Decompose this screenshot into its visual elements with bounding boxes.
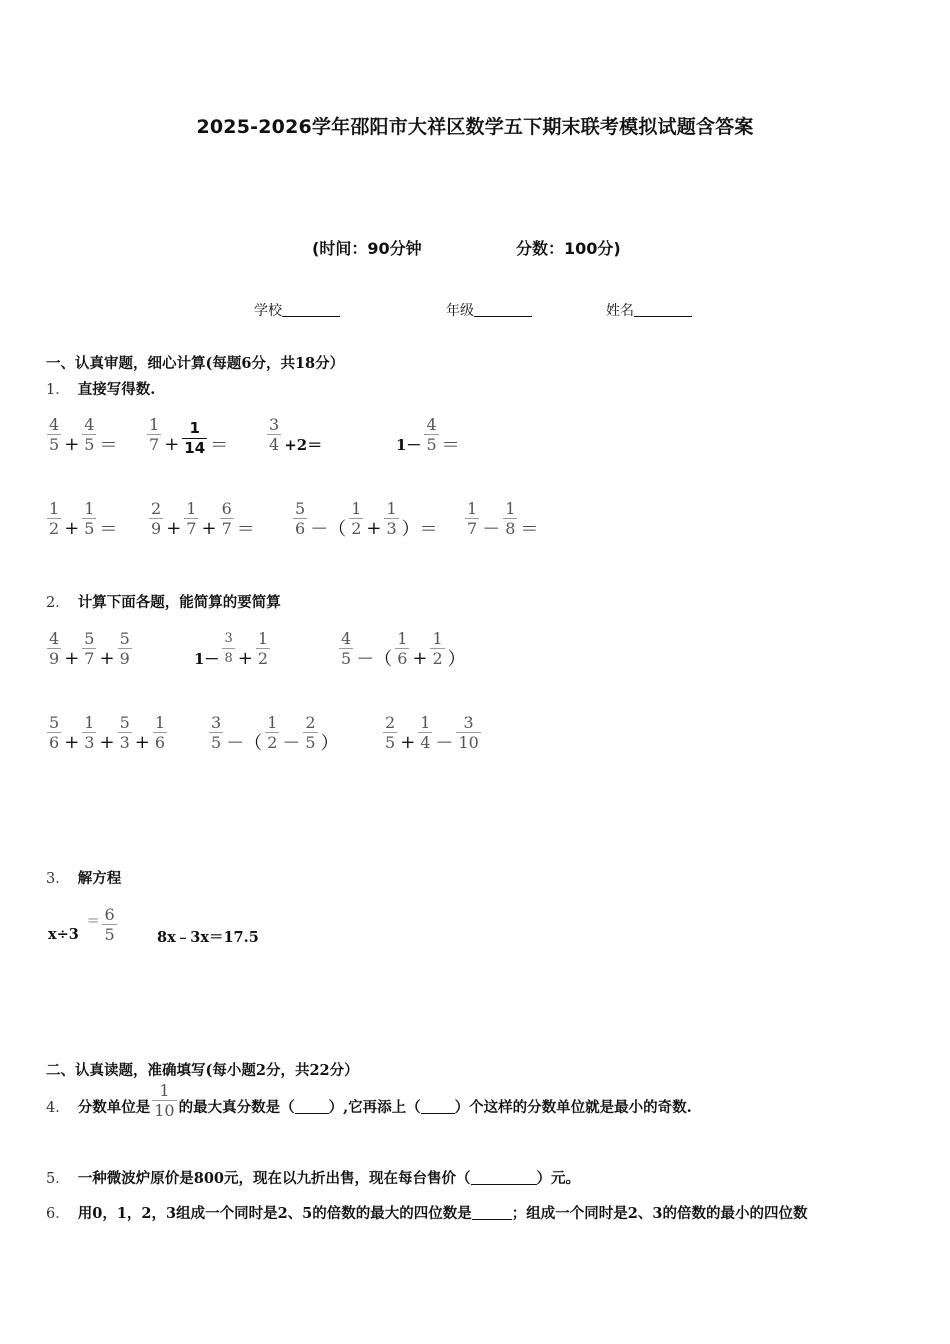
equals-sign: ＝ bbox=[99, 435, 118, 456]
denominator: 3 bbox=[119, 732, 130, 752]
numerator: 1 bbox=[467, 498, 478, 518]
q2-expr-6 bbox=[382, 706, 482, 758]
denominator: 5 bbox=[426, 434, 437, 454]
page-title: 2025-2026学年邵阳市大祥区数学五下期末联考模拟试题含答案 bbox=[196, 116, 754, 138]
numerator: 1 bbox=[432, 628, 443, 648]
denominator: 6 bbox=[295, 518, 306, 538]
operator: －（ bbox=[310, 519, 347, 540]
question-2-text: 计算下面各题，能简算的要简算 bbox=[77, 594, 281, 611]
denominator: 2 bbox=[257, 648, 268, 668]
grade-field bbox=[446, 300, 532, 320]
denominator: 2 bbox=[267, 732, 278, 752]
operator: + bbox=[99, 647, 115, 669]
question-3-number: 3． bbox=[46, 871, 70, 887]
question-3 bbox=[46, 867, 121, 888]
operator: －（ bbox=[226, 733, 263, 754]
grade-blank[interactable] bbox=[474, 302, 532, 317]
numerator: 4 bbox=[426, 414, 437, 434]
fraction bbox=[184, 499, 198, 538]
question-6 bbox=[46, 1202, 807, 1223]
denominator: 5 bbox=[84, 434, 95, 454]
operator: + bbox=[201, 517, 217, 539]
numerator: 3 bbox=[463, 712, 474, 732]
operator: ） bbox=[447, 649, 466, 670]
name-label: 姓名 bbox=[606, 303, 634, 319]
name-field bbox=[606, 300, 692, 320]
fraction bbox=[82, 713, 96, 752]
question-1-number: 1． bbox=[46, 382, 70, 398]
denominator: 7 bbox=[221, 518, 232, 538]
answer-blank[interactable] bbox=[471, 1170, 537, 1185]
fraction bbox=[383, 713, 397, 752]
numerator: 4 bbox=[341, 628, 352, 648]
numerator: 4 bbox=[49, 628, 60, 648]
question-5-pre: 一种微波炉原价是800元，现在以九折出售，现在每台售价（ bbox=[77, 1170, 471, 1187]
operator: + bbox=[64, 433, 80, 455]
fraction bbox=[153, 713, 167, 752]
question-4-number: 4． bbox=[46, 1099, 70, 1116]
denominator: 7 bbox=[149, 434, 160, 454]
q1-expr-1 bbox=[46, 408, 119, 460]
fraction bbox=[82, 499, 96, 538]
denominator: 9 bbox=[151, 518, 162, 538]
denominator: 9 bbox=[119, 648, 130, 668]
numerator: 4 bbox=[84, 414, 95, 434]
q1-expr-6 bbox=[148, 492, 257, 544]
equals-sign: ＝ bbox=[210, 435, 229, 456]
q1-expr-3 bbox=[266, 408, 324, 460]
numerator: 6 bbox=[221, 498, 232, 518]
question-6-number: 6． bbox=[46, 1206, 70, 1222]
equation-prefix: x÷3 bbox=[48, 925, 79, 943]
equals-sign: = bbox=[86, 911, 100, 929]
operator: 1－ bbox=[396, 435, 422, 454]
q2-expr-3 bbox=[338, 622, 468, 674]
section1-heading: 一、认真审题，细心计算(每题6分，共18分） bbox=[46, 355, 345, 372]
equals-sign: ＝ bbox=[236, 519, 255, 540]
fraction bbox=[47, 415, 61, 454]
fraction bbox=[384, 499, 398, 538]
numerator: 1 bbox=[397, 628, 408, 648]
fraction bbox=[220, 499, 234, 538]
denominator: 5 bbox=[211, 732, 222, 752]
operator: －（ bbox=[356, 649, 393, 670]
numerator: 5 bbox=[84, 628, 95, 648]
denominator: 14 bbox=[184, 438, 206, 457]
operator: + bbox=[64, 647, 80, 669]
question-5 bbox=[46, 1167, 580, 1188]
numerator: 1 bbox=[189, 418, 200, 437]
denominator: 5 bbox=[305, 732, 316, 752]
denominator: 3 bbox=[386, 518, 397, 538]
denominator: 4 bbox=[420, 732, 431, 752]
fraction bbox=[418, 713, 432, 752]
denominator: 7 bbox=[186, 518, 197, 538]
fraction bbox=[430, 629, 444, 668]
denominator: 6 bbox=[154, 732, 166, 752]
numerator: 1 bbox=[505, 498, 516, 518]
fraction bbox=[503, 499, 517, 538]
denominator: 9 bbox=[49, 648, 60, 668]
fraction bbox=[456, 713, 480, 752]
denominator: 2 bbox=[49, 518, 60, 538]
fraction bbox=[152, 1081, 176, 1120]
fraction bbox=[118, 713, 132, 752]
operator: + bbox=[64, 731, 80, 753]
question-1 bbox=[46, 378, 155, 399]
q1-expr-4 bbox=[394, 408, 462, 460]
operator: + bbox=[237, 647, 253, 669]
fraction bbox=[424, 415, 438, 454]
fraction bbox=[147, 415, 161, 454]
denominator: 5 bbox=[104, 924, 115, 944]
equals-sign: ＝ bbox=[99, 519, 118, 540]
denominator: 6 bbox=[397, 648, 408, 668]
q2-expr-2 bbox=[192, 622, 271, 674]
operator: + bbox=[366, 517, 382, 539]
denominator: 2 bbox=[351, 518, 362, 538]
numerator: 2 bbox=[385, 712, 396, 732]
numerator: 2 bbox=[305, 712, 316, 732]
q1-expr-5 bbox=[46, 492, 119, 544]
name-blank[interactable] bbox=[634, 302, 692, 317]
fraction bbox=[293, 499, 307, 538]
operator: + bbox=[134, 731, 150, 753]
numerator: 1 bbox=[49, 498, 60, 518]
fraction bbox=[47, 499, 61, 538]
fraction bbox=[102, 905, 116, 944]
fraction bbox=[47, 713, 61, 752]
denominator: 5 bbox=[341, 648, 352, 668]
numerator: 1 bbox=[159, 1080, 170, 1100]
fraction bbox=[267, 415, 281, 454]
numerator: 2 bbox=[151, 498, 162, 518]
numerator: 3 bbox=[269, 414, 280, 434]
denominator: 6 bbox=[49, 732, 60, 752]
q3-equation-2: 8x﹣3x＝17.5 bbox=[157, 929, 259, 946]
operator: + bbox=[412, 647, 428, 669]
denominator: 5 bbox=[385, 732, 396, 752]
numerator: 5 bbox=[49, 712, 60, 732]
operator: + bbox=[99, 731, 115, 753]
denominator: 8 bbox=[224, 650, 233, 666]
fraction bbox=[349, 499, 363, 538]
operator: + bbox=[64, 517, 80, 539]
operator: + bbox=[166, 517, 182, 539]
denominator: 5 bbox=[49, 434, 60, 454]
numerator: 1 bbox=[386, 498, 397, 518]
numerator: 1 bbox=[154, 712, 166, 732]
numerator: 1 bbox=[267, 712, 278, 732]
question-6-pre: 用0，1，2，3组成一个同时是2、5的倍数的最大的四位数是 bbox=[77, 1205, 472, 1222]
q3-equation-1 bbox=[46, 898, 118, 950]
denominator: 8 bbox=[505, 518, 516, 538]
fraction bbox=[82, 629, 96, 668]
fraction bbox=[265, 713, 279, 752]
question-1-text: 直接写得数. bbox=[77, 381, 156, 398]
fraction bbox=[256, 629, 270, 668]
question-4-text-3: ）个这样的分数单位就是最小的奇数. bbox=[454, 1098, 692, 1116]
operator: + bbox=[164, 433, 180, 455]
denominator: 7 bbox=[467, 518, 478, 538]
question-3-text: 解方程 bbox=[77, 870, 122, 887]
question-4-text-2: ）,它再添上（ bbox=[328, 1098, 421, 1116]
operator: +2＝ bbox=[284, 435, 323, 454]
equals-sign: ＝ bbox=[441, 435, 460, 456]
fraction bbox=[395, 629, 409, 668]
q2-expr-4 bbox=[46, 706, 168, 758]
question-5-post: ）元。 bbox=[536, 1170, 580, 1187]
fraction bbox=[149, 499, 163, 538]
grade-label: 年级 bbox=[446, 303, 474, 319]
q1-expr-7 bbox=[292, 492, 440, 544]
question-5-number: 5． bbox=[46, 1171, 70, 1187]
numerator: 1 bbox=[420, 712, 431, 732]
operator: － bbox=[482, 519, 501, 540]
fraction bbox=[82, 415, 96, 454]
answer-blank[interactable] bbox=[295, 1099, 329, 1114]
numerator: 5 bbox=[119, 712, 130, 732]
fraction bbox=[222, 629, 234, 668]
answer-blank[interactable] bbox=[472, 1205, 512, 1220]
numerator: 3 bbox=[211, 712, 222, 732]
school-label: 学校 bbox=[254, 303, 282, 319]
denominator: 3 bbox=[84, 732, 95, 752]
time-label: (时间：90分钟 bbox=[312, 239, 422, 258]
fraction bbox=[209, 713, 223, 752]
fraction bbox=[465, 499, 479, 538]
q2-expr-1 bbox=[46, 622, 133, 674]
numerator: 5 bbox=[295, 498, 306, 518]
school-field bbox=[254, 300, 340, 320]
numerator: 1 bbox=[149, 414, 160, 434]
denominator: 10 bbox=[458, 732, 479, 752]
numerator: 1 bbox=[186, 498, 197, 518]
operator: ） bbox=[320, 733, 339, 754]
denominator: 2 bbox=[432, 648, 443, 668]
q1-expr-2 bbox=[146, 408, 230, 460]
q1-expr-8 bbox=[464, 492, 540, 544]
school-blank[interactable] bbox=[282, 302, 340, 317]
operator: 1－ bbox=[194, 649, 220, 668]
denominator: 4 bbox=[269, 434, 280, 454]
score-label: 分数：100分) bbox=[516, 239, 621, 258]
question-4-text-1: 的最大真分数是（ bbox=[178, 1098, 295, 1116]
numerator: 4 bbox=[49, 414, 60, 434]
q2-expr-5 bbox=[208, 706, 341, 758]
denominator: 7 bbox=[84, 648, 95, 668]
numerator: 1 bbox=[257, 628, 268, 648]
answer-blank[interactable] bbox=[421, 1099, 455, 1114]
fraction bbox=[47, 629, 61, 668]
fraction bbox=[118, 629, 132, 668]
section2-heading: 二、认真读题，准确填写(每小题2分，共22分） bbox=[46, 1062, 359, 1079]
operator: － bbox=[282, 733, 301, 754]
fraction bbox=[303, 713, 317, 752]
fraction bbox=[339, 629, 353, 668]
denominator: 5 bbox=[84, 518, 95, 538]
numerator: 1 bbox=[351, 498, 362, 518]
numerator: 3 bbox=[224, 630, 233, 646]
fraction bbox=[182, 419, 207, 458]
equals-sign: ＝ bbox=[520, 519, 539, 540]
numerator: 6 bbox=[104, 904, 115, 924]
operator: + bbox=[400, 731, 416, 753]
question-4 bbox=[46, 1082, 692, 1130]
operator: ）＝ bbox=[401, 519, 438, 540]
denominator: 10 bbox=[154, 1100, 175, 1120]
question-4-pre: 分数单位是 bbox=[77, 1098, 151, 1116]
numerator: 5 bbox=[119, 628, 130, 648]
numerator: 1 bbox=[84, 498, 95, 518]
question-2 bbox=[46, 591, 281, 612]
numerator: 1 bbox=[84, 712, 95, 732]
operator: － bbox=[435, 733, 454, 754]
question-6-post: ；组成一个同时是2、3的倍数的最小的四位数 bbox=[511, 1205, 808, 1222]
question-2-number: 2． bbox=[46, 595, 70, 611]
